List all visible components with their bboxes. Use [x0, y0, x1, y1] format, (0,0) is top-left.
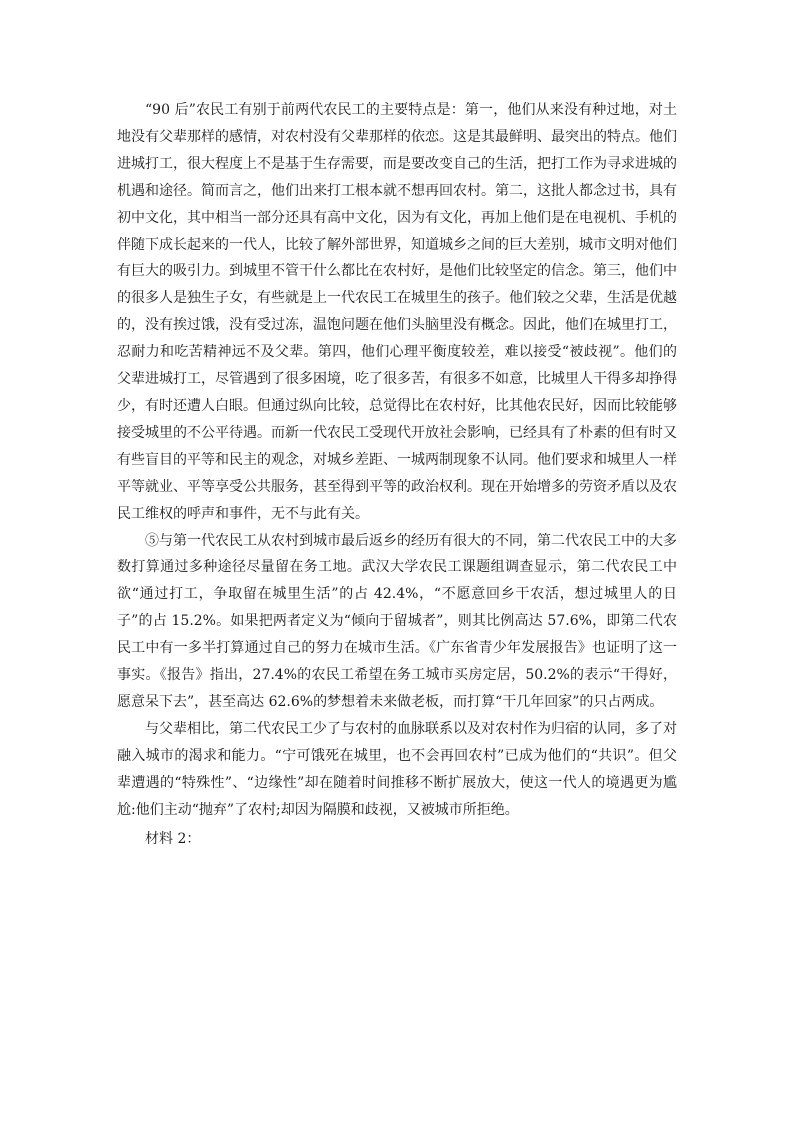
- paragraph-2: ⑤与第一代农民工从农村到城市最后返乡的经历有很大的不同，第二代农民工中的大多数打算通过多种途径尽量留在务工地。武汉大学农民工课题组调查显示，第二代农民工中欲“通过打工，争取留在城里生活”的占 42.4%，“不愿意回乡干农活，想过城里人的日子”的占 15.2%。如果把两者定义为“倾向于留城者”，则其比例高达 57.6%，即第二代农民工中有一多半打算通过自己的努力在城市生活。《广东省青少年发展报告》也证明了这一事实。《报告》指出，27.4%的农民工希望在务工城市买房定居，50.2%的表示“干得好，愿意呆下去”，甚至高达 62.6%的梦想着未来做老板，而打算“干几年回家”的只占两成。: [117, 532, 677, 710]
- document-body: [117, 97, 677, 853]
- paragraph-3: 与父辈相比，第二代农民工少了与农村的血脉联系以及对农村作为归宿的认同，多了对融入城市的渴求和能力。“宁可饿死在城里，也不会再回农村”已成为他们的“共识”。但父辈遭遇的“特殊性”、“边缘性”却在随着时间推移不断扩展放大，使这一代人的境遇更为尴尬:他们主动“抛弃”了农村;却因为隔膜和歧视，又被城市所拒绝。: [117, 720, 677, 818]
- material-label: 材料 2：: [145, 831, 201, 848]
- paragraph-1: “90 后”农民工有别于前两代农民工的主要特点是：第一，他们从来没有种过地，对土地没有父辈那样的感情，对农村没有父辈那样的依恋。这是其最鲜明、最突出的特点。他们进城打工，很大程度上不是基于生存需要，而是要改变自己的生活，把打工作为寻求进城的机遇和途径。简而言之，他们出来打工根本就不想再回农村。第二，这批人都念过书，具有初中文化，其中相当一部分还具有高中文化，因为有文化，再加上他们是在电视机、手机的伴随下成长起来的一代人，比较了解外部世界，知道城乡之间的巨大差别，城市文明对他们有巨大的吸引力。到城里不管干什么都比在农村好，是他们比较坚定的信念。第三，他们中的很多人是独生子女，有些就是上一代农民工在城里生的孩子。他们较之父辈，生活是优越的，没有挨过饿，没有受过冻，温饱问题在他们头脑里没有概念。因此，他们在城里打工，忍耐力和吃苦精神远不及父辈。第四，他们心理平衡度较差，难以接受“被歧视”。他们的父辈进城打工，尽管遇到了很多困境，吃了很多苦，有很多不如意，比城里人干得多却挣得少，有时还遭人白眼。但通过纵向比较，总觉得比在农村好，比其他农民好，因而比较能够接受城里的不公平待遇。而新一代农民工受现代开放社会影响，已经具有了朴素的但有时又有些盲目的平等和民主的观念，对城乡差距、一城两制现象不认同。他们要求和城里人一样平等就业、平等享受公共服务，甚至得到平等的政治权利。现在开始增多的劳资矛盾以及农民工维权的呼声和事件，无不与此有关。: [117, 102, 677, 522]
